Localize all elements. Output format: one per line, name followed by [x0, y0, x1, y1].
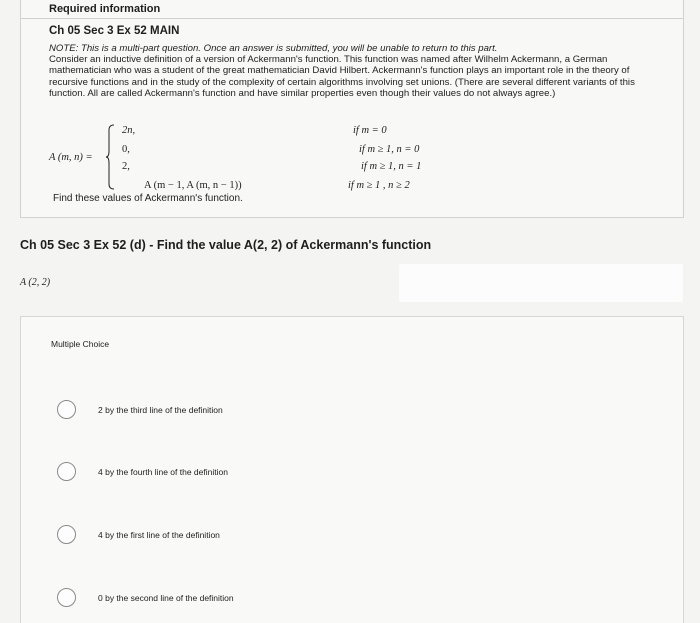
- radio-button[interactable]: [57, 525, 76, 544]
- case-2-value: 0,: [122, 144, 130, 155]
- option-4[interactable]: [57, 588, 234, 607]
- a22-label: A (2, 2): [20, 277, 51, 288]
- find-instructions: Find these values of Ackermann's function.: [53, 193, 243, 204]
- case-3-condition: if m ≥ 1, n = 1: [361, 161, 422, 172]
- note-text: NOTE: This is a multi-part question. Once an answer is submitted, you will be unable to return to this part.: [49, 43, 498, 54]
- case-1-value: 2n,: [122, 125, 136, 136]
- exercise-title: Ch 05 Sec 3 Ex 52 MAIN: [49, 25, 180, 37]
- intro-paragraph: [49, 43, 661, 99]
- intro-body: Consider an inductive definition of a version of Ackermann's function. This function was named after Wilhelm Ackermann, a German mathematician who was a student of the great mathematician David Hilbert. Ackermann's function plays an important role in the theory of recursive functions and in the study of the complexity of certain algorithms involving set unions. (There are several different variants of this function. All are called Ackermann's function and have similar properties even though their values do not always agree.): [49, 54, 635, 99]
- multiple-choice-label: Multiple Choice: [51, 339, 110, 349]
- required-information-heading: Required information: [49, 3, 161, 15]
- multiple-choice-card: [20, 316, 684, 623]
- definition-lhs: A (m, n) =: [49, 152, 93, 163]
- case-3-value: 2,: [122, 161, 130, 172]
- option-3[interactable]: [57, 525, 220, 544]
- option-1[interactable]: [57, 400, 223, 419]
- radio-button[interactable]: [57, 588, 76, 607]
- question-title: Ch 05 Sec 3 Ex 52 (d) - Find the value A(2, 2) of Ackermann's function: [20, 238, 432, 252]
- case-1-condition: if m = 0: [353, 125, 387, 136]
- case-4-value: A (m − 1, A (m, n − 1)): [144, 180, 242, 191]
- case-4-condition: if m ≥ 1 , n ≥ 2: [348, 180, 410, 191]
- header-divider: [21, 18, 683, 19]
- radio-button[interactable]: [57, 400, 76, 419]
- problem-card: [20, 0, 684, 218]
- option-label: 2 by the third line of the definition: [98, 404, 223, 415]
- case-2-condition: if m ≥ 1, n = 0: [359, 144, 420, 155]
- option-label: 4 by the first line of the definition: [98, 529, 220, 540]
- option-label: 4 by the fourth line of the definition: [98, 466, 228, 477]
- option-2[interactable]: [57, 462, 228, 481]
- answer-area: [399, 264, 683, 302]
- option-label: 0 by the second line of the definition: [98, 592, 234, 603]
- left-brace: [105, 124, 115, 190]
- radio-button[interactable]: [57, 462, 76, 481]
